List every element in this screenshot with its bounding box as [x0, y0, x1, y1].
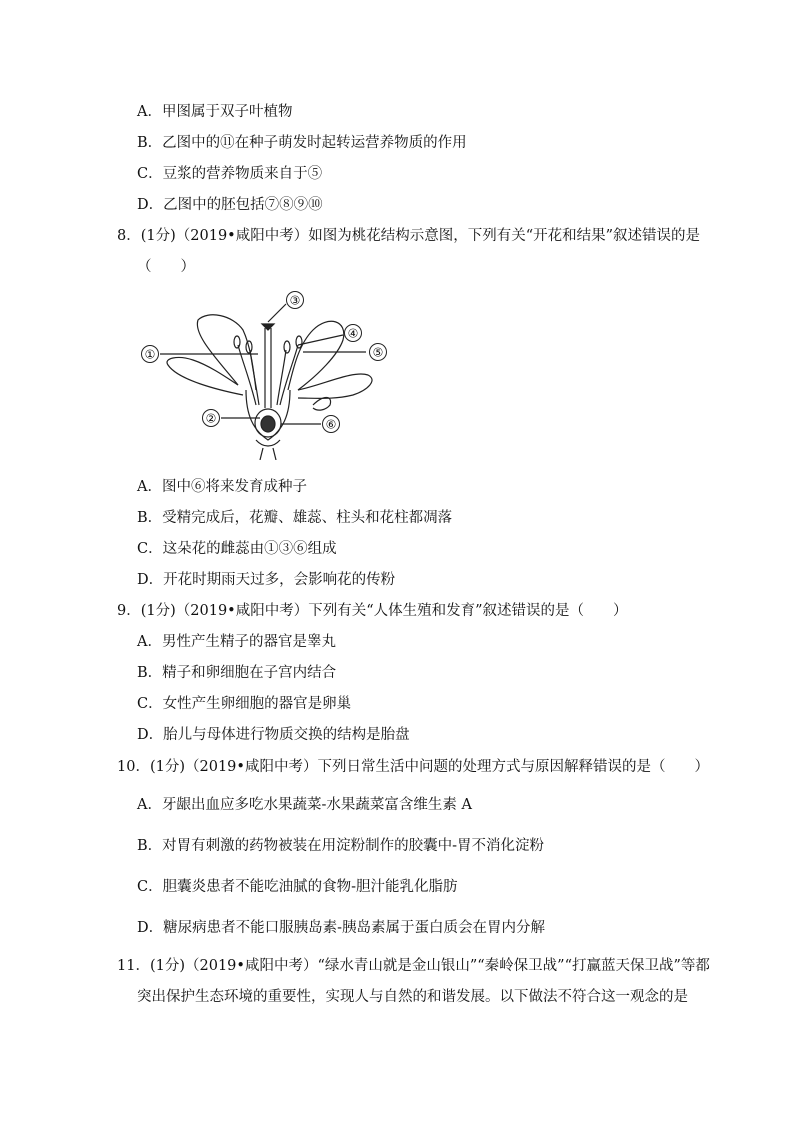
figure-label-2: ② [205, 411, 217, 426]
q8-option-c: C．这朵花的雌蕊由①③⑥组成 [137, 541, 337, 557]
figure-label-1: ① [144, 347, 156, 362]
q10-option-b: B．对胃有刺激的药物被装在用淀粉制作的胶囊中-胃不消化淀粉 [137, 838, 545, 854]
q7-option-b: B．乙图中的⑪在种子萌发时起转运营养物质的作用 [137, 135, 467, 151]
q11-stem-line2: 突出保护生态环境的重要性，实现人与自然的和谐发展。以下做法不符合这一观念的是 [137, 989, 688, 1005]
q9-stem: 9．(1分)（2019•咸阳中考）下列有关“人体生殖和发育”叙述错误的是（ ） [117, 603, 628, 619]
q7-option-d: D．乙图中的胚包括⑦⑧⑨⑩ [137, 197, 323, 213]
q11-stem-line1: 11．(1分)（2019•咸阳中考）“绿水青山就是金山银山”“秦岭保卫战”“打赢蓝天保卫战”等都 [117, 958, 710, 974]
q8-option-b: B．受精完成后，花瓣、雄蕊、柱头和花柱都凋落 [137, 510, 453, 526]
q8-option-d: D．开花时期雨天过多，会影响花的传粉 [137, 572, 396, 588]
figure-label-3: ③ [289, 293, 301, 308]
q9-option-d: D．胎儿与母体进行物质交换的结构是胎盘 [137, 727, 410, 743]
peach-flower-illustration [138, 290, 400, 460]
figure-label-4: ④ [347, 326, 359, 341]
figure-label-6: ⑥ [325, 417, 337, 432]
q8-stem: 8．(1分)（2019•咸阳中考）如图为桃花结构示意图，下列有关“开花和结果”叙述错误的是 [117, 228, 701, 244]
q10-option-a: A．牙龈出血应多吃水果蔬菜-水果蔬菜富含维生素 A [137, 797, 472, 813]
q8-answer-blank: （ ） [137, 259, 195, 275]
figure-label-5: ⑤ [372, 345, 384, 360]
q9-option-b: B．精子和卵细胞在子宫内结合 [137, 665, 337, 681]
q10-stem: 10．(1分)（2019•咸阳中考）下列日常生活中问题的处理方式与原因解释错误的是（ ） [117, 759, 709, 775]
q9-option-c: C．女性产生卵细胞的器官是卵巢 [137, 696, 352, 712]
q10-option-c: C．胆囊炎患者不能吃油腻的食物-胆汁能乳化脂肪 [137, 879, 458, 895]
q7-option-c: C．豆浆的营养物质来自于⑤ [137, 166, 323, 182]
q10-option-d: D．糖尿病患者不能口服胰岛素-胰岛素属于蛋白质会在胃内分解 [137, 920, 546, 936]
q7-option-a: A．甲图属于双子叶植物 [137, 104, 293, 120]
q9-option-a: A．男性产生精子的器官是睾丸 [137, 634, 336, 650]
q8-option-a: A．图中⑥将来发育成种子 [137, 479, 307, 495]
peach-flower-diagram [138, 290, 400, 460]
